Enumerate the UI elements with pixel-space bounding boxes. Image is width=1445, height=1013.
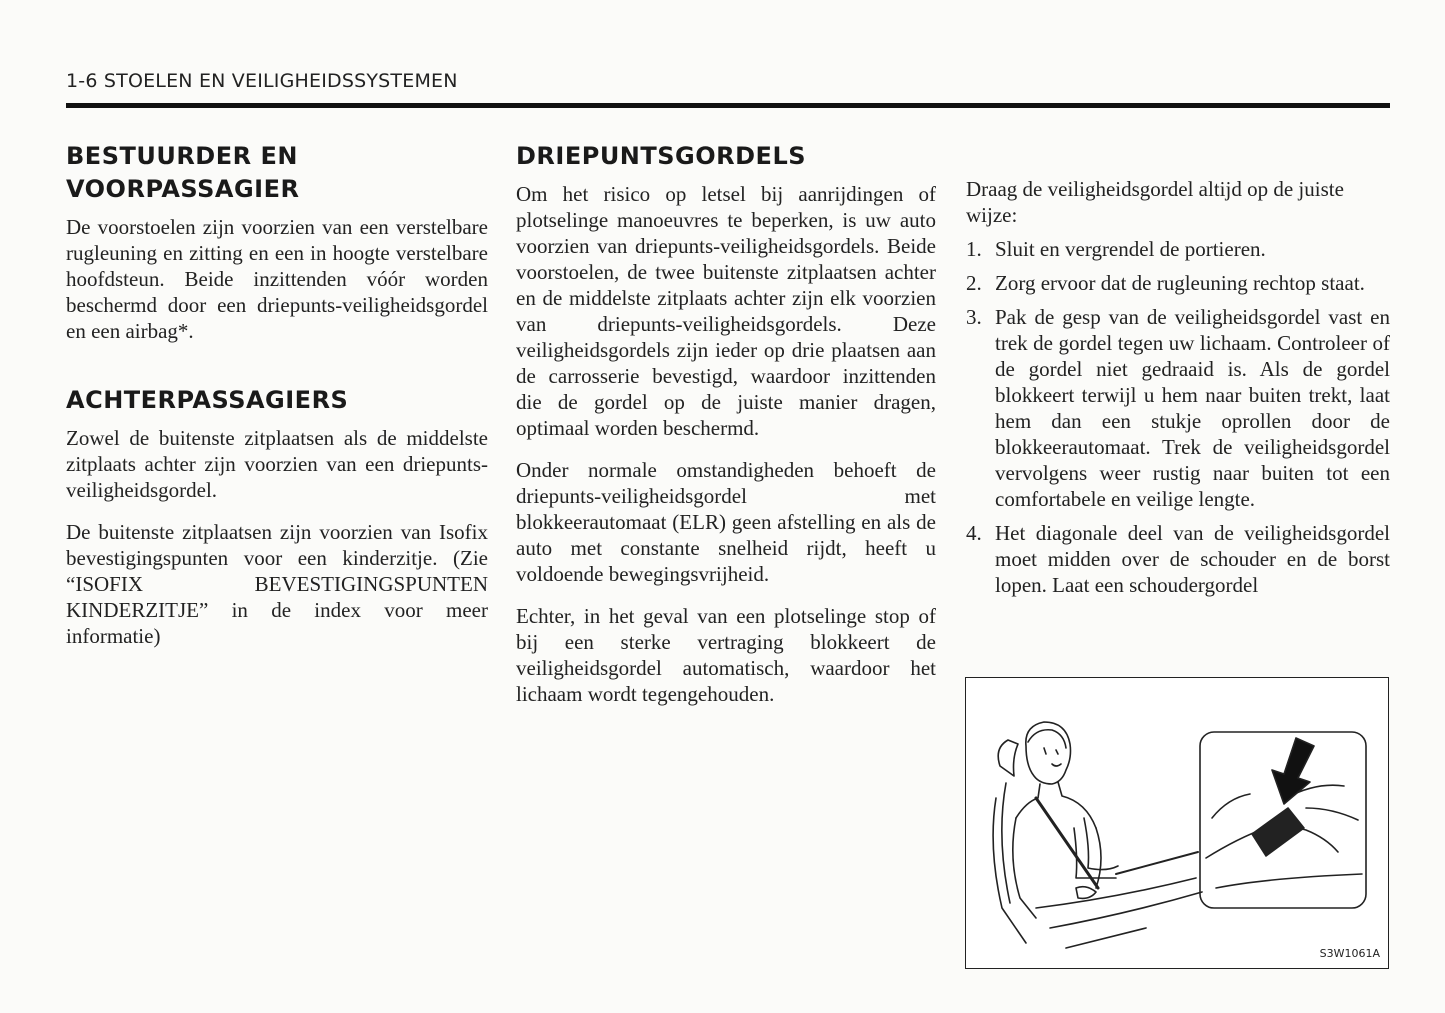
step-number: 3. [966, 305, 982, 329]
step-text: Het diagonale deel van de veiligheidsgordel moet midden over de schouder en de borst lopen. Laat een schoudergordel [995, 521, 1390, 597]
step-number: 1. [966, 237, 982, 261]
step-text: Sluit en vergrendel de portieren. [995, 237, 1266, 261]
section-title-line2: VOORPASSAGIER [66, 175, 300, 203]
running-head: 1-6 STOELEN EN VEILIGHEIDSSYSTEMEN [66, 70, 458, 92]
section-title-front-seats [66, 140, 488, 206]
step-text: Pak de gesp van de veiligheidsgordel vast en trek de gordel tegen uw lichaam. Controleer of de gordel niet gedraaid is. Als de gordel blokkeert terwijl u hem naar buiten trekt, laat hem dan een stukje oprollen door de blokkeerautomaat. Trek de veiligheidsgordel vervolgens weer rustig naar buiten tot een comfortabele en veilige lengte. [995, 305, 1390, 511]
front-seats-paragraph: De voorstoelen zijn voorzien van een verstelbare rugleuning en zitting en een in hoogte verstelbare hoofdsteun. Beide inzittenden vóór worden beschermd door een driepunts-veiligheidsgordel en een airbag*. [66, 215, 488, 343]
seatbelt-drawing [966, 678, 1388, 968]
instructions-intro: Draag de veiligheidsgordel altijd op de juiste wijze: [966, 177, 1344, 227]
belts-paragraph-2: Onder normale omstandigheden behoeft de driepunts-veiligheidsgordel met blokkeerautomaat (ELR) geen afstelling en als de auto met constante snelheid rijdt, heeft u voldoende bewegingsvrijheid. [516, 458, 936, 586]
figure-code: S3W1061A [1319, 947, 1380, 960]
list-item [966, 304, 1390, 512]
direction-arrow [1272, 738, 1314, 804]
passenger-torso [1013, 818, 1036, 918]
headrest [998, 740, 1018, 776]
seat-back [993, 798, 1026, 943]
list-item [966, 270, 1390, 296]
passenger-head [1026, 722, 1071, 784]
column-middle [516, 140, 936, 723]
section-title-rear-passengers: ACHTERPASSAGIERS [66, 386, 349, 414]
header-rule [66, 103, 1390, 108]
section-title-line1: BESTUURDER EN [66, 142, 298, 170]
column-right [966, 176, 1390, 606]
list-item [966, 520, 1390, 598]
shoulder-belt [1036, 798, 1098, 888]
step-text: Zorg ervoor dat de rugleuning rechtop staat. [995, 271, 1365, 295]
belts-paragraph-1: Om het risico op letsel bij aanrijdingen of plotselinge manoeuvres te beperken, is uw auto voorzien van driepunts-veiligheidsgordels. Beide voorstoelen, de twee buitenste zitplaatsen achter en de middelste zitplaats achter zijn elk voorzien van driepunts-veiligheidsgordels. Deze veiligheidsgordels zijn ieder op drie plaatsen aan de carrosserie bevestigd, waardoor inzittenden die de gordel op de juiste manier dragen, optimaal worden beschermd. [516, 182, 936, 440]
section-title-three-point-belts: DRIEPUNTSGORDELS [516, 142, 807, 170]
belt-buckle [1252, 808, 1304, 856]
step-number: 2. [966, 271, 982, 295]
column-left [66, 140, 488, 665]
rear-passengers-paragraph-2: De buitenste zitplaatsen zijn voorzien van Isofix bevestigingspunten voor een kinderzitje. (Zie “ISOFIX BEVESTIGINGSPUNTEN KINDERZITJE” in de index voor meer informatie) [66, 520, 488, 648]
list-item [966, 236, 1390, 262]
instruction-steps [966, 236, 1390, 598]
rear-passengers-paragraph-1: Zowel de buitenste zitplaatsen als de middelste zitplaats achter zijn voorzien van een driepunts-veiligheidsgordel. [66, 426, 488, 502]
step-number: 4. [966, 521, 982, 545]
seatbelt-illustration [965, 677, 1389, 969]
belts-paragraph-3: Echter, in het geval van een plotselinge stop of bij een sterke vertraging blokkeert de veiligheidsgordel automatisch, waardoor het lichaam wordt tegengehouden. [516, 604, 936, 706]
